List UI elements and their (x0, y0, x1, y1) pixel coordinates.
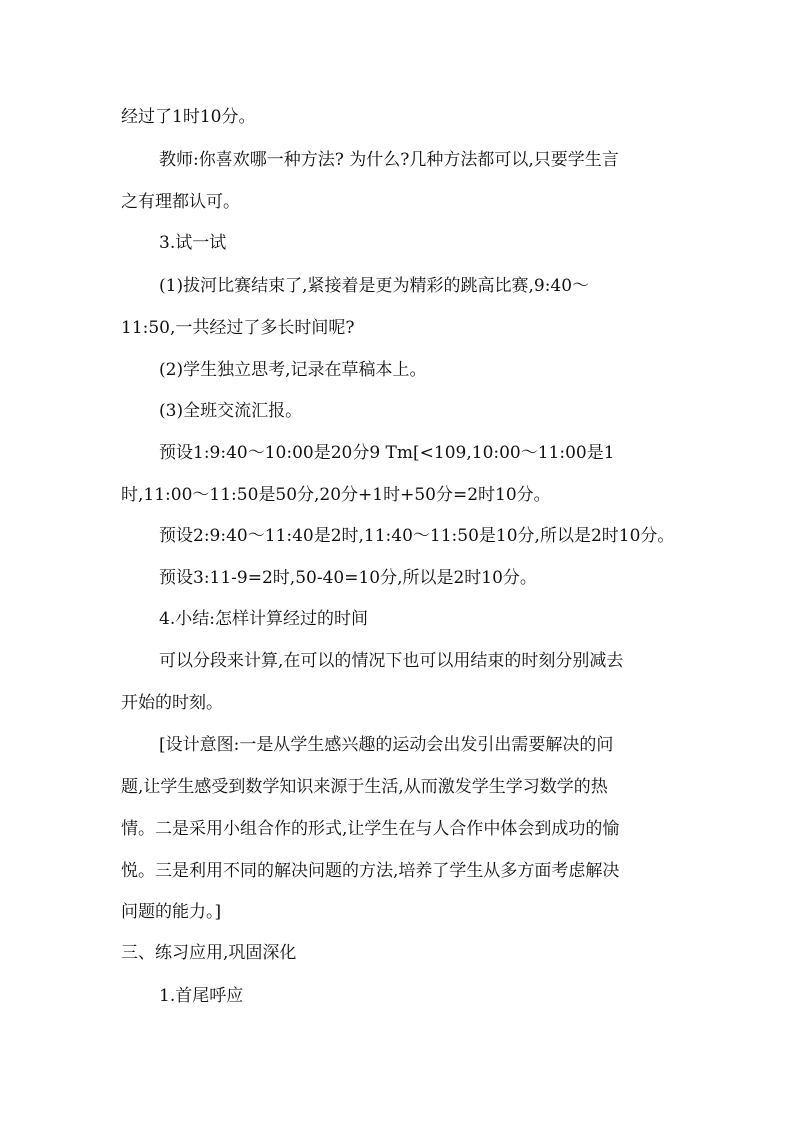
text-line: 开始的时刻。 (121, 693, 223, 713)
section-heading: 3.试一试 (159, 233, 227, 253)
text-line: 11:50,一共经过了多长时间呢? (121, 318, 355, 338)
section-heading: 4.小结:怎样计算经过的时间 (159, 609, 368, 629)
text-line: (1)拔河比赛结束了,紧接着是更为精彩的跳高比赛,9:40～ (159, 276, 590, 296)
text-line: 之有理都认可。 (121, 192, 240, 212)
text-line: (3)全班交流汇报。 (159, 401, 303, 421)
design-intent-line: 问题的能力。] (121, 902, 222, 922)
chapter-heading: 三、练习应用,巩固深化 (121, 943, 297, 963)
text-line: 经过了1时10分。 (121, 107, 256, 127)
text-line: 可以分段来计算,在可以的情况下也可以用结束的时刻分别减去 (159, 651, 624, 671)
text-line: (2)学生独立思考,记录在草稿本上。 (159, 360, 427, 380)
text-line: 预设1:9:40～10:00是20分9 Tm[<109,10:00～11:00是1 (159, 443, 615, 463)
text-line: 教师:你喜欢哪一种方法? 为什么?几种方法都可以,只要学生言 (159, 150, 619, 170)
text-line: 预设2:9:40～11:40是2时,11:40～11:50是10分,所以是2时10分。 (159, 526, 675, 546)
section-heading: 1.首尾呼应 (159, 986, 244, 1006)
design-intent-line: 情。二是采用小组合作的形式,让学生在与人合作中体会到成功的愉 (121, 819, 620, 839)
design-intent-line: [设计意图:一是从学生感兴趣的运动会出发引出需要解决的问 (159, 735, 614, 755)
text-line: 预设3:11-9=2时,50-40=10分,所以是2时10分。 (159, 568, 537, 588)
text-line: 时,11:00～11:50是50分,20分+1时+50分=2时10分。 (121, 485, 551, 505)
design-intent-line: 题,让学生感受到数学知识来源于生活,从而激发学生学习数学的热 (121, 777, 608, 797)
design-intent-line: 悦。三是利用不同的解决问题的方法,培养了学生从多方面考虑解决 (121, 861, 620, 881)
